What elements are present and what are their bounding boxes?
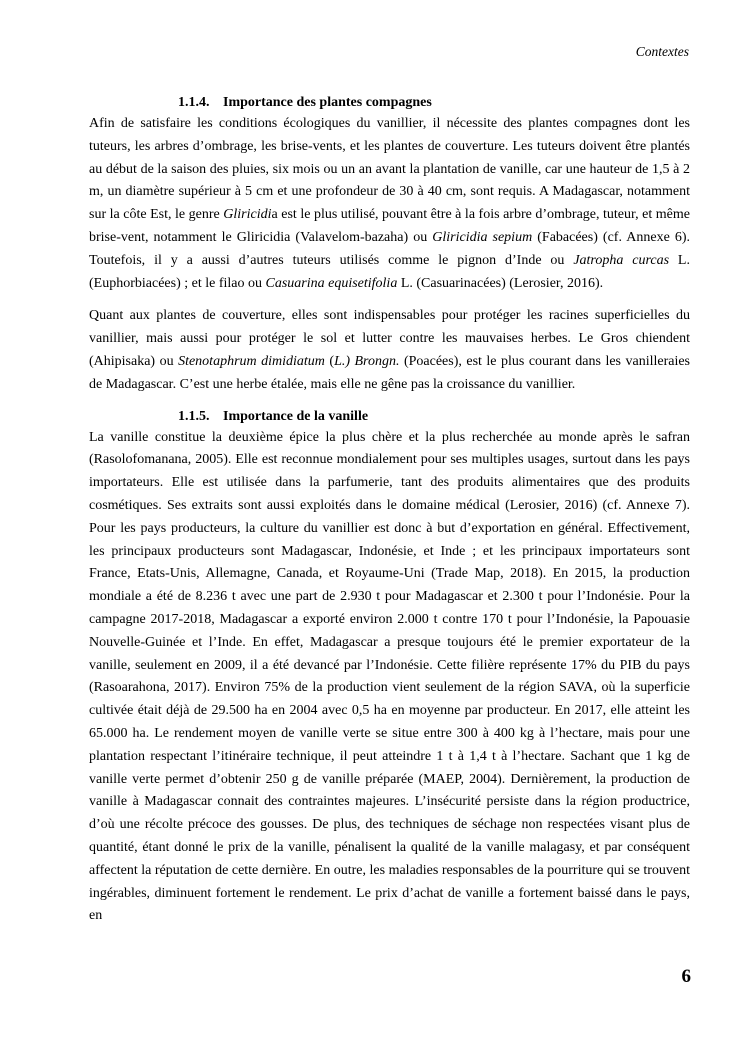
- text-run: L. (Euphorbiacées) ; et le filao ou: [89, 252, 690, 291]
- text-run: Quant aux plantes de couverture, elles sont indispensables pour protéger les racines superficielles du vanillier, mais aussi pour protéger le sol et lutter contre les mauvaises herbes. Le Gros chiendent (Ahipisaka) ou: [89, 308, 690, 369]
- section-title: Importance des plantes compagnes: [223, 95, 432, 110]
- paragraph-plantes-compagnes: [89, 113, 690, 295]
- page-content: [89, 93, 690, 928]
- section-number: 1.1.5.: [178, 408, 210, 424]
- page-number: 6: [681, 966, 691, 987]
- italic-author: L.) Brongn.: [334, 353, 400, 369]
- italic-taxon: Gliricidia sepium: [432, 229, 533, 245]
- section-heading-importance-vanille: [178, 407, 690, 427]
- section-number: 1.1.4.: [178, 95, 210, 110]
- text-run: (: [324, 353, 335, 369]
- italic-taxon: Stenotaphrum dimidiatum: [178, 353, 325, 369]
- text-run: (Fabacées) (cf. Annexe 6). Toutefois, il y a aussi d’autres tuteurs utilisés comme le pignon d’Inde ou: [89, 229, 690, 268]
- text-run: a est le plus utilisé, pouvant être à la fois arbre d’ombrage, tuteur, et même brise-vent, notamment le Gliricidia (Valavelom-bazaha) ou: [89, 207, 690, 245]
- running-header: Contextes: [635, 44, 689, 59]
- paragraph-plantes-couverture: [89, 305, 690, 396]
- paragraph-importance-vanille: La vanille constitue la deuxième épice la plus chère et la plus recherchée au monde après le safran (Rasolofomanana, 2005). Elle est reconnue mondialement pour ses multiples usages, surtout dans les pays importateurs. Elle est utilisée dans la parfumerie, tant des produits alimentaires que des produits cosmétiques. Ses extraits sont aussi exploités dans le domaine médical (Lerosier, 2016) (cf. Annexe 7). Pour les pays producteurs, la culture du vanillier est donc à but d’exportation en général. Effectivement, les principaux producteurs sont Madagascar, Indonésie, et Inde ; et les principaux importateurs sont France, Etats-Unis, Allemagne, Canada, et Royaume-Uni (Trade Map, 2018). En 2015, la production mondiale a été de 8.236 t avec une part de 2.930 t pour Madagascar et 2.300 t pour l’Indonésie. Pour la campagne 2017-2018, Madagascar a exporté environ 2.000 t contre 170 t pour l’Indonésie, la Papouasie Nouvelle-Guinée et l’Inde. En effet, Madagascar a presque toujours été le premier exportateur de la vanille, seulement en 2009, il a été devancé par l’Indonésie. Cette filière représente 17% du PIB du pays (Rasoarahona, 2017). Environ 75% de la production vient seulement de la région SAVA, où la superficie cultivée était déjà de 29.500 ha en 2004 avec 0,5 ha en moyenne par producteur. En 2017, elle atteint les 65.000 ha. Le rendement moyen de vanille verte se situe entre 300 à 400 kg à l’hectare, mais pour une plantation respectant l’itinéraire technique, il peut atteindre 1 t à 1,4 t à l’hectare. Sachant que 1 kg de vanille verte permet d’obtenir 250 g de vanille préparée (MAEP, 2004). Dernièrement, la production de vanille à Madagascar connait des contraintes majeures. L’insécurité persiste dans la région productrice, d’où une récolte précoce des gousses. De plus, des techniques de séchage non respectées visant plus de quantité, étant donné le prix de la vanille, pénalisent la qualité de la vanille malagasy, et par conséquent affectent la réputation de cette dernière. En outre, les maladies responsables de la pourriture qui se trouvent ingérables, diminuent fortement le rendement. Le prix d’achat de vanille a fortement baissé dans le pays, en: [89, 429, 690, 924]
- section-title: Importance de la vanille: [223, 408, 369, 424]
- section-heading-plantes-compagnes: [178, 93, 690, 113]
- italic-taxon: Casuarina equisetifolia: [265, 275, 398, 291]
- text-run: (Poacées), est le plus courant dans les vanilleraies de Madagascar. C’est une herbe étalée, mais elle ne gêne pas la croissance du vanillier.: [89, 353, 691, 392]
- italic-taxon: Gliricidi: [223, 207, 272, 223]
- italic-taxon: Jatropha curcas: [573, 252, 670, 268]
- text-run: Afin de satisfaire les conditions écologiques du vanillier, il nécessite des plantes compagnes dont les tuteurs, les arbres d’ombrage, les brise-vents, et les plantes de couverture. Les tuteurs doivent être plantés au début de la saison des pluies, six mois ou un an avant la plantation de vanille, car une hauteur de 1,5 à 2 m, un diamètre supérieur à 5 cm et une profondeur de 30 à 40 cm, sont requis. A Madagascar, notamment sur la côte Est, le genre: [89, 116, 690, 223]
- text-run: L. (Casuarinacées) (Lerosier, 2016).: [397, 275, 604, 291]
